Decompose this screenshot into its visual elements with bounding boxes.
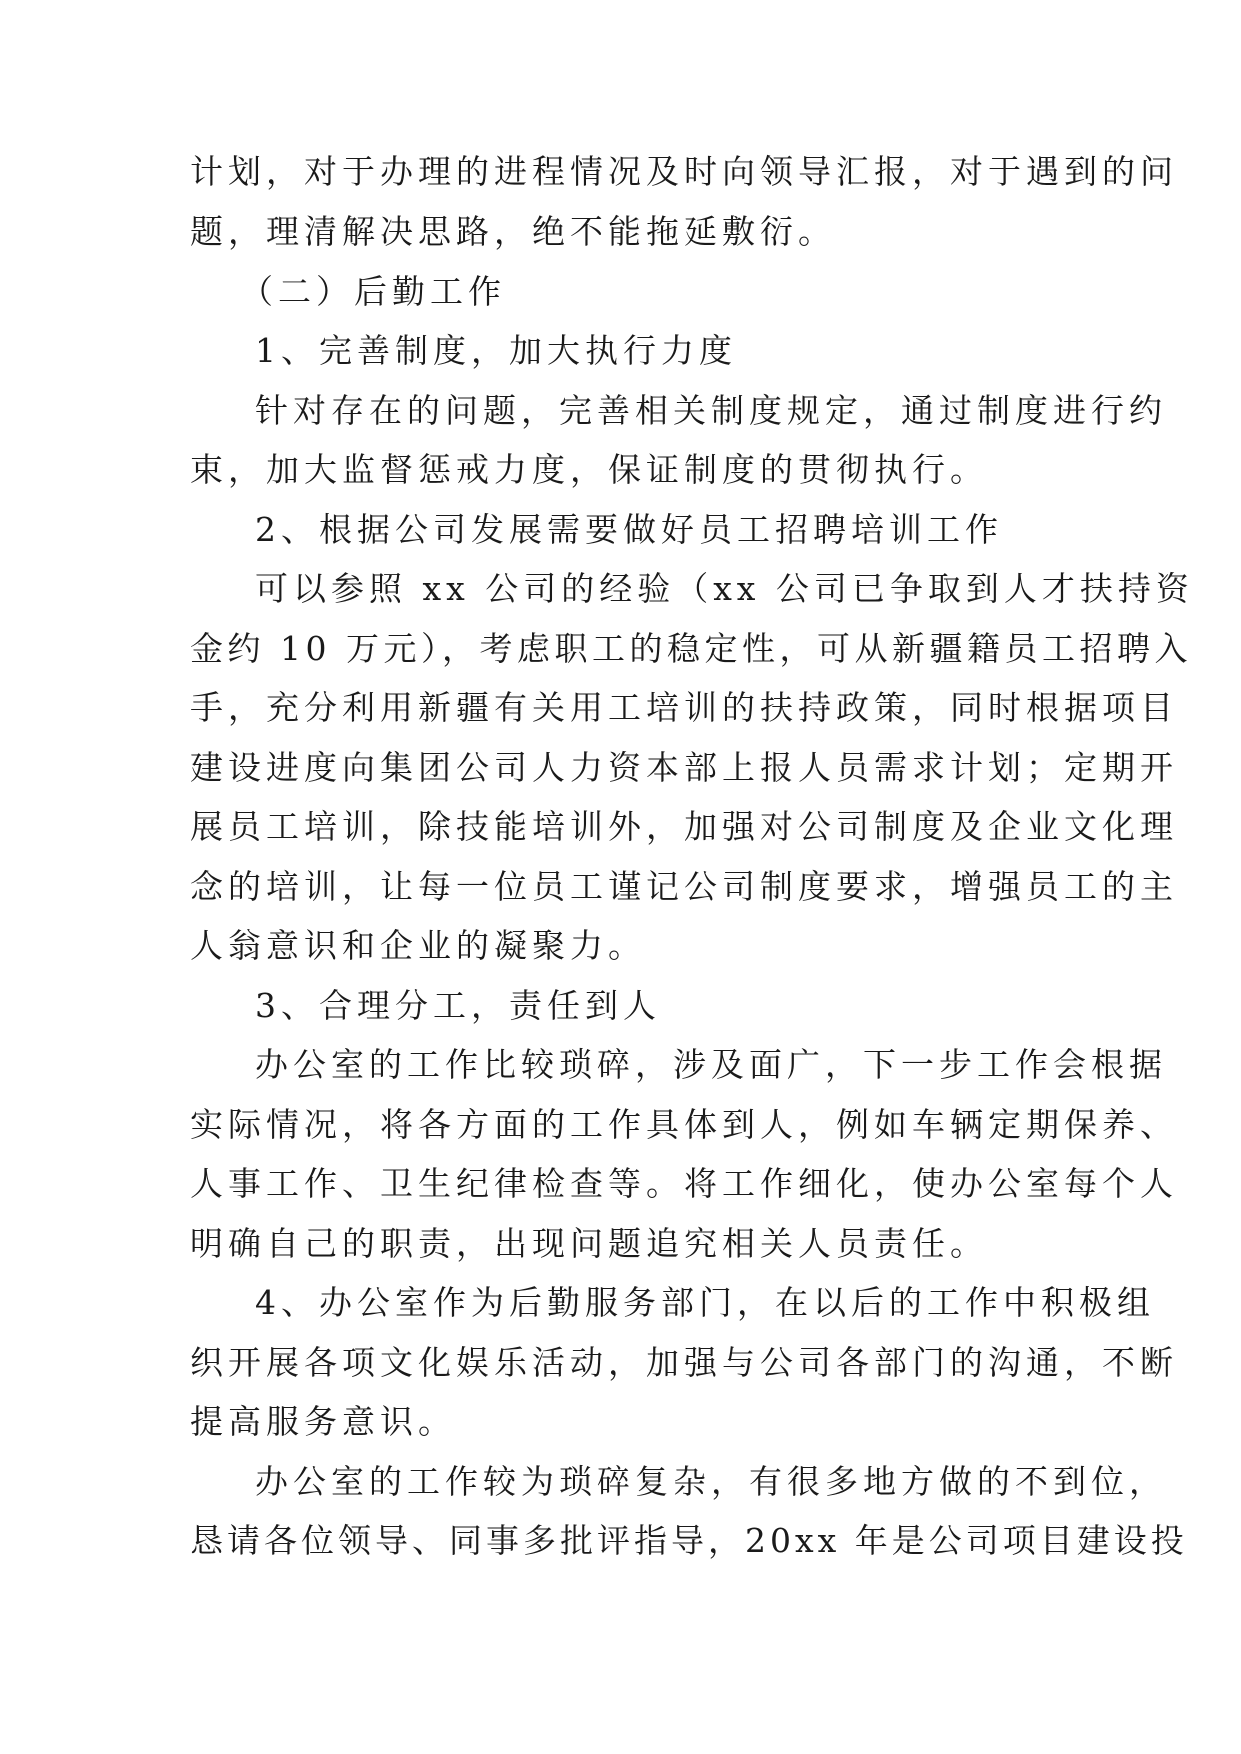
text-line: 针对存在的问题，完善相关制度规定，通过制度进行约 <box>255 391 1167 430</box>
text-line: 人翁意识和企业的凝聚力。 <box>190 926 646 965</box>
text-line: 提高服务意识。 <box>190 1402 456 1441</box>
text-line: 题，理清解决思路，绝不能拖延敷衍。 <box>190 212 836 251</box>
text-line: 办公室的工作较为琐碎复杂，有很多地方做的不到位， <box>255 1462 1167 1501</box>
text-line: 念的培训，让每一位员工谨记公司制度要求，增强员工的主 <box>190 867 1178 906</box>
text-line: 可以参照 xx 公司的经验（xx 公司已争取到人才扶持资 <box>255 569 1194 608</box>
subsection-heading: 2、根据公司发展需要做好员工招聘培训工作 <box>255 510 1003 549</box>
text-line: 建设进度向集团公司人力资本部上报人员需求计划；定期开 <box>190 748 1178 787</box>
text-line: 织开展各项文化娱乐活动，加强与公司各部门的沟通，不断 <box>190 1343 1178 1382</box>
text-line: 计划，对于办理的进程情况及时向领导汇报，对于遇到的问 <box>190 152 1178 191</box>
text-line: 手，充分利用新疆有关用工培训的扶持政策，同时根据项目 <box>190 688 1178 727</box>
text-line: 实际情况，将各方面的工作具体到人，例如车辆定期保养、 <box>190 1105 1178 1144</box>
text-line: 办公室的工作比较琐碎，涉及面广，下一步工作会根据 <box>255 1045 1167 1084</box>
text-line: 明确自己的职责，出现问题追究相关人员责任。 <box>190 1224 988 1263</box>
text-line: 4、办公室作为后勤服务部门，在以后的工作中积极组 <box>255 1283 1155 1322</box>
subsection-heading: 1、完善制度，加大执行力度 <box>255 331 737 370</box>
subsection-heading: 3、合理分工，责任到人 <box>255 986 661 1025</box>
text-line: 束，加大监督惩戒力度，保证制度的贯彻执行。 <box>190 450 988 489</box>
text-line: 展员工培训，除技能培训外，加强对公司制度及企业文化理 <box>190 807 1178 846</box>
text-line: 金约 10 万元），考虑职工的稳定性，可从新疆籍员工招聘入 <box>190 629 1192 668</box>
section-heading: （二）后勤工作 <box>240 272 506 311</box>
text-line: 恳请各位领导、同事多批评指导，20xx 年是公司项目建设投 <box>190 1521 1188 1560</box>
text-line: 人事工作、卫生纪律检查等。将工作细化，使办公室每个人 <box>190 1164 1178 1203</box>
